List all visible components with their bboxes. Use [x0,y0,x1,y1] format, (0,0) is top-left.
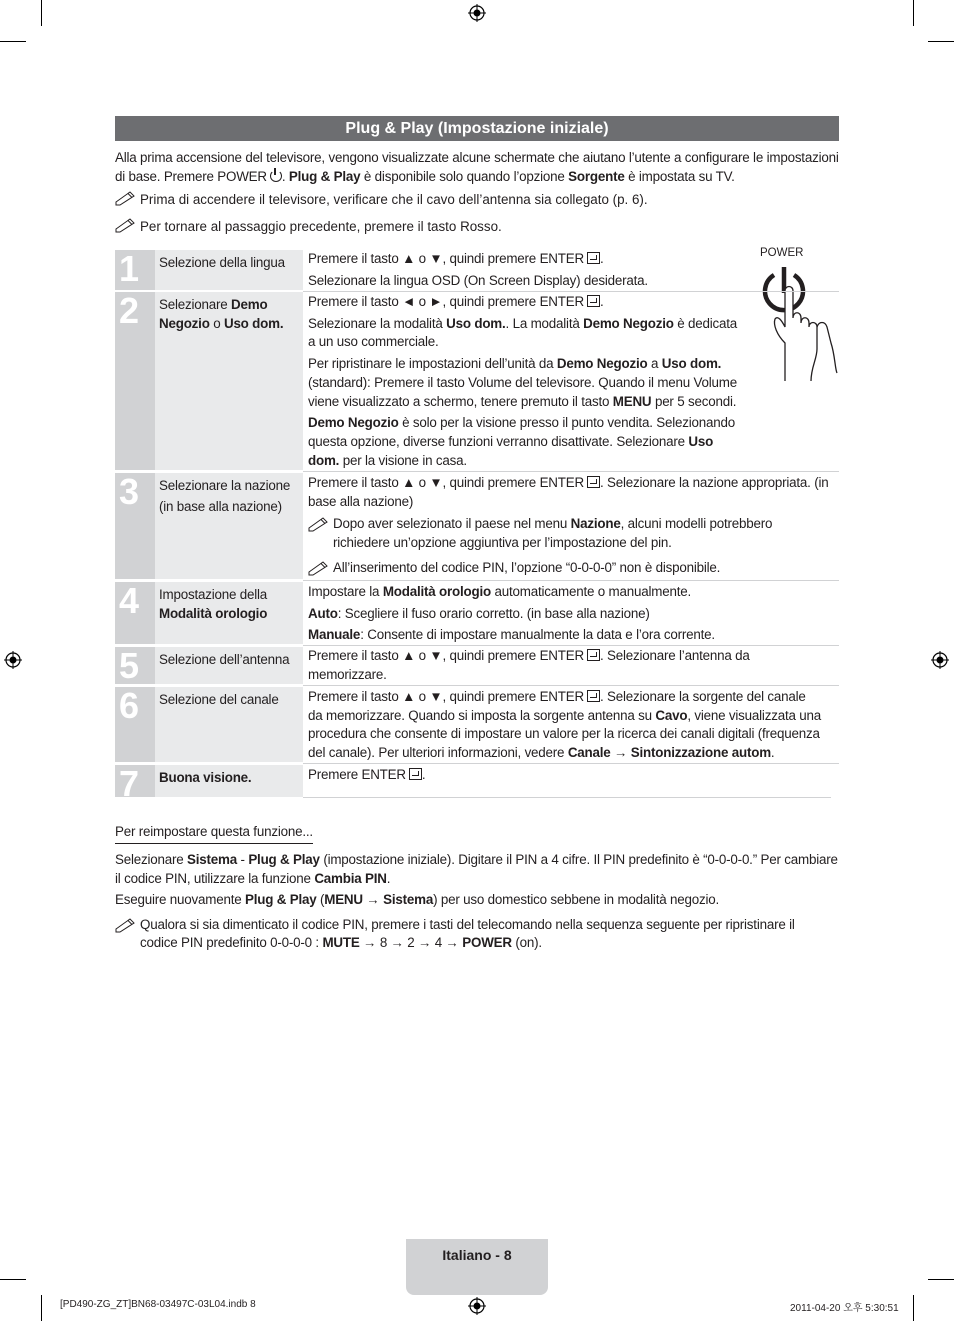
reset-text: MUTE [322,935,360,950]
label-text: Uso dom. [223,316,284,331]
reset-line [115,851,845,870]
desc-line [308,355,748,374]
step-description [308,583,838,645]
registration-mark-icon [4,651,22,669]
intro-text: di base. Premere POWER [115,168,267,184]
registration-mark-icon [468,1297,486,1315]
crop-mark [41,0,42,26]
registration-mark-icon [931,651,949,669]
desc-text: viene visualizzato a schermo, tenere premuto il tasto [308,393,613,409]
desc-text: dom. [308,452,340,468]
reset-text: → 8 → 2 → 4 → [359,935,463,950]
enter-icon [587,476,600,488]
desc-text: Uso dom. [446,315,506,331]
desc-text: Per ripristinare le impostazioni dell’unità da [308,356,557,372]
step-label [155,582,303,623]
step-number: 5 [119,645,140,686]
desc-text: . Selezionare l’antenna da [599,648,750,663]
desc-text: . [421,767,426,782]
desc-line [308,474,838,493]
step-label-cell [155,582,303,644]
desc-text: Premere il tasto ◄ o ►, quindi premere ENTER [308,294,584,309]
step-label: Selezione del canale [159,692,279,707]
enter-icon [409,768,422,780]
power-button-hand-icon [755,263,841,381]
step-label-cell [155,292,303,470]
step-label-cell [155,765,303,797]
desc-line [308,393,748,412]
enter-icon [587,295,600,307]
desc-text: , alcuni modelli potrebbero [620,516,773,532]
reset-text: Plug & Play [245,892,317,907]
desc-text: Premere ENTER [308,767,406,782]
step-number: 1 [119,248,140,289]
crop-mark [913,0,914,26]
step-number: 4 [119,580,140,621]
desc-line [308,293,748,312]
reset-text: ) per uso domestico sebbene in modalità negozio. [433,892,720,907]
desc-line [308,766,838,785]
step-label: Selezione della lingua [159,255,285,270]
desc-text: : Scegliere il fuso orario corretto. (in base alla nazione) [337,605,650,621]
row-divider [303,471,839,472]
desc-text: Demo Negozio [308,415,399,431]
pencil-note-icon [115,217,137,233]
desc-text: Uso [688,433,714,449]
row-divider [303,645,839,646]
step-label-cell [155,473,303,579]
step-description [308,250,748,290]
label-text: (in base alla nazione) [159,499,282,514]
label-text: Selezionare [159,297,232,312]
reset-text: (on). [511,935,542,950]
desc-line: a un uso commerciale. [308,334,439,350]
step-number-cell [115,687,155,762]
desc-line: All’inserimento del codice PIN, l’opzione “0-0-0-0” non è disponibile. [333,559,721,575]
crop-mark [928,41,954,42]
desc-line [308,583,838,602]
enter-icon [587,690,600,702]
registration-mark-icon [468,4,486,22]
desc-text: questa opzione, diverse funzioni verranno disattivate. Selezionare [308,433,689,449]
reset-text: Plug & Play [248,852,320,867]
pencil-note-icon [115,190,137,206]
reset-line: Qualora si sia dimenticato il codice PIN, premere i tasti del telecomando nella sequenza seguente per ripristinare il [140,916,795,932]
note [308,559,838,578]
intro-text: è impostata su TV. [624,168,735,184]
desc-text: Nazione [570,516,621,532]
step-number: 3 [119,471,140,512]
reset-text: (impostazione iniziale). Digitare il PIN a 4 cifre. Il PIN predefinito è “0-0-0-0.” Per cambiare [319,852,838,867]
row-divider [303,580,839,581]
reset-section [115,851,845,953]
reset-text: → [362,892,384,907]
step-label-cell [155,647,303,684]
reset-line [115,870,845,889]
step-number: 6 [119,685,140,726]
desc-text: . [770,745,775,761]
desc-line [333,515,838,534]
step-label-cell [155,250,303,290]
step-label [155,292,303,333]
step-label-cell [155,687,303,762]
power-label: POWER [760,247,804,259]
desc-text: è solo per la visione presso il punto vendita. Selezionando [398,415,735,431]
reset-text: il codice PIN, utilizzare la funzione [115,870,315,886]
desc-line: Selezionare la lingua OSD (On Screen Display) desiderata. [308,272,648,288]
reset-text: codice PIN predefinito 0-0-0-0 : [140,935,323,950]
date-slug: 2011-04-20 오후 5:30:51 [790,1303,899,1314]
label-text: Demo [231,297,268,312]
desc-line: base alla nazione) [308,493,414,509]
reset-line [140,934,845,953]
desc-text: a [647,356,662,372]
row-divider [303,763,839,764]
desc-line [308,707,838,726]
desc-line [308,744,838,763]
row-divider [303,291,839,292]
desc-text: Modalità orologio [382,584,491,599]
reset-text: Sistema [383,892,434,907]
desc-line: procedura che consente di impostare un valore per la ricerca dei canali digitali (frequenza [308,726,820,742]
desc-text: Demo Negozio [556,356,648,372]
desc-text: Auto [308,605,338,621]
step-number-cell [115,473,155,579]
desc-line [308,433,748,452]
desc-text: . [599,251,604,266]
desc-text: Premere il tasto ▲ o ▼, quindi premere ENTER [308,689,584,704]
page-number-tab: Italiano - 8 [406,1239,548,1295]
desc-text: Dopo aver selezionato il paese nel menu [333,516,571,532]
step-description [308,647,838,684]
reset-text: MENU [324,892,363,907]
intro-paragraph [115,149,845,186]
label-text: Modalità orologio [159,606,268,621]
enter-icon [587,649,600,661]
step-description [308,293,748,470]
note-text: Prima di accendere il televisore, verificare che il cavo dell’antenna sia collegato (p. 6). [140,192,648,207]
label-text: o [209,316,224,331]
section-title: Plug & Play (Impostazione iniziale) [115,116,839,141]
step-description [308,688,838,763]
label-text: Negozio [159,316,210,331]
desc-text: : Consente di impostare manualmente la data e l’ora corrente. [360,627,715,643]
reset-text: - [237,852,249,867]
reset-text: Selezionare [115,852,188,867]
label-text: Impostazione della [159,587,268,602]
step-description [308,474,838,578]
intro-text: . [281,168,289,184]
file-slug: [PD490-ZG_ZT]BN68-03497C-03L04.indb 8 [60,1299,256,1310]
reset-text: Sistema [187,852,238,867]
crop-mark [0,1279,26,1280]
desc-text: . [599,294,604,309]
step-label: Selezione dell’antenna [159,652,290,667]
step-number-cell [115,582,155,644]
desc-text: per 5 secondi. [651,393,737,409]
desc-line [308,452,748,471]
reset-text: ( [316,892,325,907]
desc-text: . Selezionare la sorgente del canale [599,689,806,704]
row-divider [303,685,839,686]
reset-heading: Per reimpostare questa funzione... [115,823,313,844]
desc-line [308,250,748,269]
desc-line [308,315,748,334]
desc-line: richiedere un’opzione aggiuntiva per l’impostazione del pin. [333,535,672,551]
intro-text: Sorgente [568,168,625,184]
row-divider [303,797,831,798]
reset-line [115,891,845,910]
reset-text: Cambia PIN [314,870,387,886]
desc-text: Demo Negozio [583,315,674,331]
desc-text: per la visione in casa. [339,452,467,468]
desc-line [308,647,838,666]
desc-text: MENU [612,393,652,409]
desc-line [308,626,838,645]
reset-text: POWER [462,935,512,950]
desc-text: Impostare la [308,584,383,599]
desc-line: (standard): Premere il tasto Volume del televisore. Quando il menu Volume [308,374,738,390]
desc-text: Premere il tasto ▲ o ▼, quindi premere ENTER [308,475,584,490]
intro-line: Alla prima accensione del televisore, vengono visualizzate alcune schermate che aiutano l’utente a configurare le impostazioni [115,150,839,165]
desc-text: è dedicata [673,315,738,331]
note [308,515,838,552]
step-number: 2 [119,290,140,331]
crop-mark [41,1295,42,1321]
desc-text: Cavo [655,707,688,723]
desc-text: da memorizzare. Quando si imposta la sorgente antenna su [308,707,656,723]
desc-line [308,605,838,624]
reset-text: Eseguire nuovamente [115,892,245,907]
crop-mark [0,41,26,42]
desc-text: automaticamente o manualmente. [491,584,691,599]
intro-text: è disponibile solo quando l’opzione [360,168,569,184]
desc-text: Manuale [308,627,361,643]
power-icon [270,170,282,182]
intro-text: Plug & Play [288,168,361,184]
step-label [155,473,303,516]
desc-text: Canale [567,745,611,761]
pencil-note-icon [308,516,330,532]
crop-mark [913,1295,914,1321]
crop-mark [928,1279,954,1280]
enter-icon [587,252,600,264]
intro-line [115,168,845,187]
step-description [308,766,838,785]
reset-text: . [386,870,391,886]
desc-text: Premere il tasto ▲ o ▼, quindi premere ENTER [308,648,584,663]
step-number-cell [115,292,155,470]
desc-line [308,688,838,707]
step-number-cell [115,647,155,684]
desc-line [308,414,748,433]
label-text: Selezionare la nazione [159,478,291,493]
desc-text: Premere il tasto ▲ o ▼, quindi premere ENTER [308,251,584,266]
step-number-cell [115,763,155,804]
desc-text: . La modalità [505,315,584,331]
pencil-note-icon [308,560,330,576]
pencil-note-icon [115,917,137,933]
desc-text: Uso dom. [661,356,722,372]
step-label: Buona visione. [159,770,252,785]
desc-text: . Selezionare la nazione appropriata. (in [599,475,829,490]
desc-text: Sintonizzazione autom [630,745,771,761]
desc-line: memorizzare. [308,666,387,682]
desc-text: Selezionare la modalità [308,315,447,331]
note-text: Per tornare al passaggio precedente, premere il tasto Rosso. [140,219,502,234]
desc-text: , viene visualizzata una [687,707,821,723]
desc-text: → [610,745,631,761]
step-number-cell [115,250,155,290]
note [115,916,845,953]
step-number: 7 [119,763,140,804]
desc-text: del canale). Per ulteriori informazioni, vedere [308,745,568,761]
